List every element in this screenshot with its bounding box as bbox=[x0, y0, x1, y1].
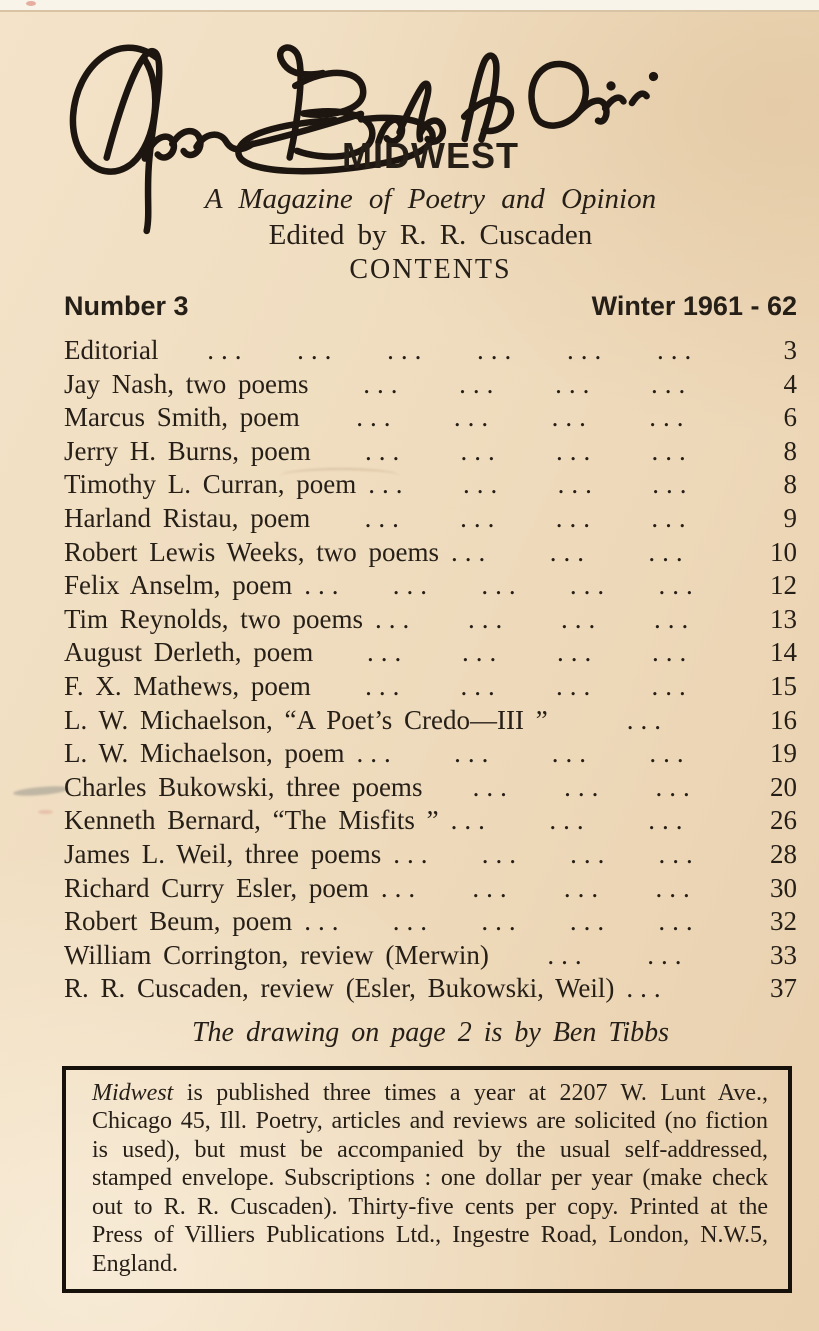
leader-dots: ... bbox=[547, 939, 589, 970]
leader-dots: ... bbox=[555, 368, 597, 399]
leader-dots: ... bbox=[655, 872, 697, 903]
dot-leader bbox=[292, 570, 747, 601]
leader-dots: ... bbox=[626, 973, 668, 1004]
dot-leader bbox=[363, 604, 747, 635]
leader-dots: ... bbox=[656, 335, 699, 365]
scan-smudge bbox=[13, 785, 69, 798]
toc-entry-title: Richard Curry Esler, poem bbox=[64, 872, 369, 903]
toc-entry-page-number: 20 bbox=[770, 771, 797, 802]
toc-entry bbox=[64, 772, 797, 806]
leader-dots: ... bbox=[472, 872, 514, 903]
toc-entry-title: Robert Beum, poem bbox=[64, 906, 293, 937]
leader-dots: ... bbox=[564, 771, 606, 802]
toc-entry bbox=[64, 906, 797, 940]
toc-entry-page-number: 26 bbox=[770, 805, 797, 836]
dot-leader bbox=[308, 369, 747, 400]
leader-dots: ... bbox=[658, 906, 700, 937]
dot-leader bbox=[158, 335, 747, 366]
toc-entry-page-number: 8 bbox=[783, 469, 797, 500]
leader-dots-group bbox=[310, 503, 747, 534]
magazine-subtitle: A Magazine of Poetry and Opinion bbox=[204, 183, 657, 215]
dot-leader bbox=[422, 772, 747, 803]
toc-entry bbox=[64, 839, 797, 873]
toc-entry-page-number: 10 bbox=[770, 536, 797, 567]
leader-dots: ... bbox=[375, 603, 417, 634]
toc-entry-title: Charles Bukowski, three poems bbox=[64, 771, 423, 802]
toc-entry-page-number: 4 bbox=[783, 368, 797, 399]
toc-entry-page-number: 15 bbox=[770, 670, 797, 701]
leader-dots: ... bbox=[453, 402, 496, 433]
leader-dots-group bbox=[416, 604, 747, 635]
toc-entry bbox=[64, 738, 797, 772]
leader-dots: ... bbox=[647, 939, 689, 970]
toc-entry-page-number: 33 bbox=[770, 939, 797, 970]
dot-leader bbox=[489, 940, 747, 971]
leader-dots: ... bbox=[481, 570, 523, 601]
dot-leader bbox=[311, 671, 747, 702]
leader-dots: ... bbox=[207, 335, 249, 365]
leader-dots: ... bbox=[655, 771, 697, 802]
toc-entry-title: August Derleth, poem bbox=[64, 637, 314, 668]
leader-dots: ... bbox=[555, 502, 598, 533]
dot-leader bbox=[381, 839, 747, 870]
leader-dots: ... bbox=[451, 536, 493, 567]
leader-dots-group bbox=[422, 772, 747, 803]
leader-dots: ... bbox=[366, 637, 409, 668]
leader-dots: ... bbox=[654, 603, 696, 634]
colophon-text: is published three times a year at 2207 W. Lunt Ave., Chicago 45, Ill. Poetry, articles and reviews are solicited (no fiction is used), but must be accompanied by the usual self-addressed, stamped envelope. Subscriptions : one dollar per year (make check out to R. R. Cuscaden). Thirty-five cents per copy. Printed at the Press of Villiers Publications Ltd., Ingestre Road, London, N.W.5, England. bbox=[92, 1079, 768, 1277]
toc-entry-title: Robert Lewis Weeks, two poems bbox=[64, 536, 440, 567]
leader-dots: ... bbox=[563, 872, 606, 903]
leader-dots: ... bbox=[356, 738, 398, 769]
toc-entry-title: Jerry H. Burns, poem bbox=[64, 435, 311, 466]
leader-dots: ... bbox=[557, 469, 599, 500]
toc-entry-page-number: 3 bbox=[783, 335, 797, 365]
toc-entry-page-number: 6 bbox=[783, 402, 797, 433]
leader-dots: ... bbox=[561, 603, 603, 634]
leader-dots: ... bbox=[651, 435, 693, 466]
leader-dots: ... bbox=[649, 402, 691, 433]
leader-dots-group bbox=[346, 570, 748, 601]
leader-dots: ... bbox=[481, 906, 523, 937]
leader-dots: ... bbox=[304, 906, 346, 937]
leader-dots-group bbox=[410, 469, 747, 500]
leader-dots: ... bbox=[556, 670, 598, 701]
scan-smudge bbox=[38, 810, 53, 814]
toc-entry bbox=[64, 436, 797, 470]
leader-dots: ... bbox=[556, 637, 599, 668]
dot-leader bbox=[300, 402, 747, 433]
leader-dots-group bbox=[422, 873, 747, 904]
leader-dots: ... bbox=[570, 838, 612, 869]
dot-leader bbox=[439, 537, 747, 568]
leader-dots: ... bbox=[658, 838, 700, 869]
leader-dots: ... bbox=[626, 704, 668, 735]
leader-dots: ... bbox=[651, 368, 693, 399]
toc-entry-page-number: 13 bbox=[770, 603, 797, 634]
leader-dots: ... bbox=[468, 603, 510, 634]
scan-artifact bbox=[26, 1, 36, 6]
toc-entry-page-number: 12 bbox=[770, 570, 797, 601]
dot-leader bbox=[356, 469, 747, 500]
leader-dots: ... bbox=[387, 335, 429, 365]
toc-entry bbox=[64, 369, 797, 403]
toc-entry bbox=[64, 402, 797, 436]
toc-entry-title: Marcus Smith, poem bbox=[64, 402, 300, 433]
leader-dots: ... bbox=[297, 335, 339, 365]
leader-dots: ... bbox=[549, 536, 591, 567]
toc-entry-title: Editorial bbox=[64, 335, 159, 365]
leader-dots: ... bbox=[356, 402, 398, 433]
dot-leader bbox=[369, 873, 747, 904]
dot-leader bbox=[313, 637, 747, 668]
leader-dots: ... bbox=[569, 570, 612, 601]
leader-dots-group bbox=[435, 839, 747, 870]
toc-entry-title: William Corrington, review (Merwin) bbox=[64, 939, 489, 970]
toc-entry-title: F. X. Mathews, poem bbox=[64, 670, 311, 701]
leader-dots: ... bbox=[461, 637, 504, 668]
leader-dots: ... bbox=[460, 502, 502, 533]
leader-dots-group bbox=[398, 738, 747, 769]
leader-dots-group bbox=[311, 671, 747, 702]
leader-dots: ... bbox=[651, 670, 693, 701]
leader-dots: ... bbox=[551, 402, 593, 433]
leader-dots-group bbox=[489, 940, 747, 971]
toc-entry-title: L. W. Michaelson, poem bbox=[64, 738, 345, 769]
edited-by-line: Edited by R. R. Cuscaden bbox=[268, 219, 593, 251]
leader-dots: ... bbox=[648, 805, 690, 836]
colophon-magazine-name: Midwest bbox=[92, 1079, 174, 1106]
leader-dots: ... bbox=[648, 536, 690, 567]
leader-dots: ... bbox=[450, 805, 492, 836]
toc-entry-title: Kenneth Bernard, “The Misfits ” bbox=[64, 805, 439, 836]
toc-entry-page-number: 19 bbox=[770, 738, 797, 769]
leader-dots: ... bbox=[459, 368, 501, 399]
leader-dots: ... bbox=[392, 906, 435, 937]
toc-entry-title: James L. Weil, three poems bbox=[64, 838, 382, 869]
issue-number: Number 3 bbox=[64, 291, 189, 321]
leader-dots: ... bbox=[472, 771, 514, 802]
toc-entry-page-number: 37 bbox=[770, 973, 797, 1004]
leader-dots: ... bbox=[460, 670, 502, 701]
leader-dots-group bbox=[300, 402, 747, 433]
leader-dots: ... bbox=[304, 570, 346, 601]
toc-entry-page-number: 32 bbox=[770, 906, 797, 937]
toc-entry-title: Tim Reynolds, two poems bbox=[64, 603, 364, 634]
toc-entry-page-number: 28 bbox=[770, 838, 797, 869]
page-content bbox=[64, 0, 797, 1293]
toc-entry-title: Timothy L. Curran, poem bbox=[64, 469, 357, 500]
leader-dots: ... bbox=[658, 570, 700, 601]
toc-entry bbox=[64, 873, 797, 907]
leader-dots-group bbox=[308, 369, 747, 400]
leader-dots: ... bbox=[460, 435, 502, 466]
toc-entry bbox=[64, 671, 797, 705]
leader-dots-group bbox=[313, 637, 747, 668]
toc-entry bbox=[64, 604, 797, 638]
dot-leader bbox=[614, 973, 747, 1004]
leader-dots: ... bbox=[477, 335, 519, 365]
toc-entry bbox=[64, 335, 797, 369]
magazine-title: MIDWEST bbox=[342, 135, 519, 176]
toc-entry bbox=[64, 637, 797, 671]
toc-entry-page-number: 16 bbox=[770, 704, 797, 735]
toc-entry bbox=[64, 805, 797, 839]
leader-dots: ... bbox=[569, 906, 612, 937]
dot-leader bbox=[311, 436, 747, 467]
leader-dots: ... bbox=[649, 738, 691, 769]
leader-dots-group bbox=[345, 906, 747, 937]
leader-dots-group bbox=[158, 335, 747, 366]
toc-list bbox=[64, 335, 797, 1007]
contents-heading: CONTENTS bbox=[349, 254, 512, 285]
toc-entry-page-number: 14 bbox=[770, 637, 797, 668]
toc-entry bbox=[64, 973, 797, 1007]
leader-dots: ... bbox=[454, 738, 496, 769]
leader-dots: ... bbox=[365, 670, 407, 701]
toc-entry bbox=[64, 570, 797, 604]
toc-entry bbox=[64, 940, 797, 974]
leader-dots: ... bbox=[364, 435, 407, 466]
leader-dots: ... bbox=[549, 805, 591, 836]
leader-dots: ... bbox=[651, 502, 693, 533]
dot-leader bbox=[439, 805, 747, 836]
leader-dots: ... bbox=[481, 838, 523, 869]
leader-dots: ... bbox=[368, 469, 410, 500]
toc-entry bbox=[64, 503, 797, 537]
leader-dots: ... bbox=[652, 469, 694, 500]
colophon-box bbox=[62, 1066, 792, 1294]
issue-row bbox=[64, 289, 797, 323]
toc-entry bbox=[64, 537, 797, 571]
toc-entry-title: R. R. Cuscaden, review (Esler, Bukowski, Weil) bbox=[64, 973, 615, 1004]
leader-dots: ... bbox=[551, 738, 593, 769]
leader-dots: ... bbox=[555, 435, 598, 466]
leader-dots: ... bbox=[363, 368, 405, 399]
toc-entry-page-number: 9 bbox=[783, 502, 797, 533]
toc-entry-page-number: 30 bbox=[770, 872, 797, 903]
leader-dots: ... bbox=[462, 469, 505, 500]
dot-leader bbox=[344, 738, 747, 769]
leader-dots-group bbox=[492, 805, 747, 836]
leader-dots: ... bbox=[393, 838, 435, 869]
toc-entry-title: Felix Anselm, poem bbox=[64, 570, 293, 601]
leader-dots-group bbox=[492, 537, 747, 568]
issue-date: Winter 1961 - 62 bbox=[591, 291, 797, 321]
leader-dots: ... bbox=[380, 872, 423, 903]
toc-entry-page-number: 8 bbox=[783, 435, 797, 466]
drawing-credit-line: The drawing on page 2 is by Ben Tibbs bbox=[191, 1016, 670, 1048]
leader-dots: ... bbox=[364, 502, 406, 533]
toc-entry-title: L. W. Michaelson, “A Poet’s Credo—III ” bbox=[64, 704, 548, 735]
leader-dots: ... bbox=[651, 637, 694, 668]
leader-dots: ... bbox=[392, 570, 435, 601]
leader-dots-group bbox=[548, 705, 747, 736]
leader-dots-group bbox=[311, 436, 747, 467]
toc-entry-title: Harland Ristau, poem bbox=[64, 502, 311, 533]
dot-leader bbox=[310, 503, 747, 534]
leader-dots: ... bbox=[567, 335, 609, 365]
toc-entry-title: Jay Nash, two poems bbox=[64, 368, 309, 399]
dot-leader bbox=[548, 705, 747, 736]
toc-entry bbox=[64, 705, 797, 739]
dot-leader bbox=[292, 906, 747, 937]
toc-entry bbox=[64, 469, 797, 503]
